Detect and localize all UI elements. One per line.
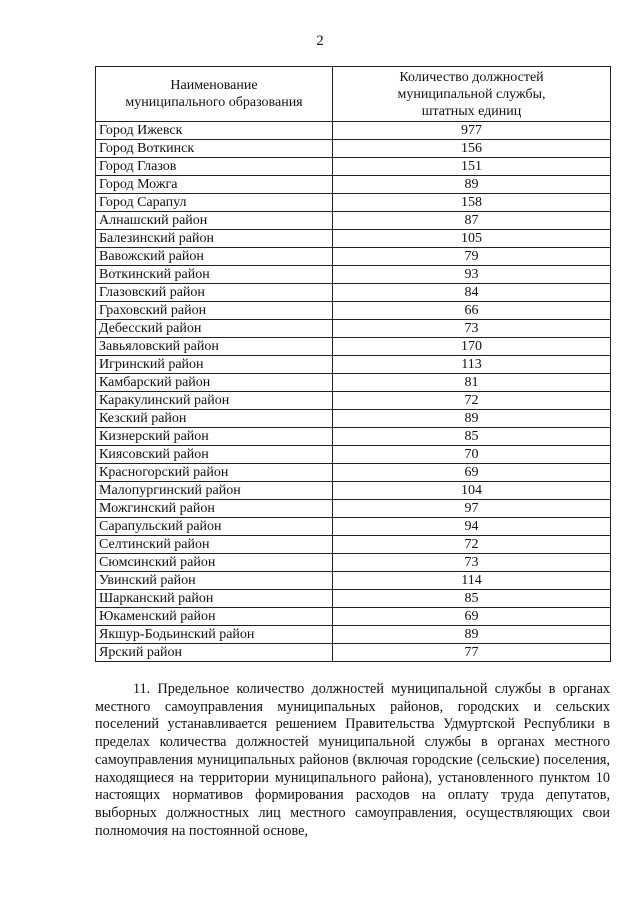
municipality-name: Граховский район [96, 302, 333, 320]
table-row [96, 482, 611, 500]
table-row [96, 572, 611, 590]
municipality-name: Дебесский район [96, 320, 333, 338]
table-row [96, 518, 611, 536]
municipality-name: Кезский район [96, 410, 333, 428]
municipality-name: Город Воткинск [96, 140, 333, 158]
positions-count: 158 [333, 194, 611, 212]
municipality-name: Завьяловский район [96, 338, 333, 356]
municipality-name: Шарканский район [96, 590, 333, 608]
municipality-name: Каракулинский район [96, 392, 333, 410]
positions-count: 77 [333, 644, 611, 662]
positions-count: 85 [333, 590, 611, 608]
positions-count: 87 [333, 212, 611, 230]
positions-count: 84 [333, 284, 611, 302]
table-row [96, 644, 611, 662]
page-number: 2 [316, 33, 324, 49]
positions-count: 72 [333, 536, 611, 554]
positions-count: 105 [333, 230, 611, 248]
table-row [96, 158, 611, 176]
positions-count: 113 [333, 356, 611, 374]
table-row [96, 374, 611, 392]
municipality-name: Балезинский район [96, 230, 333, 248]
positions-count: 93 [333, 266, 611, 284]
municipality-name: Алнашский район [96, 212, 333, 230]
municipality-name: Малопургинский район [96, 482, 333, 500]
table-row [96, 428, 611, 446]
positions-count: 94 [333, 518, 611, 536]
table-body [96, 122, 611, 662]
table-row [96, 140, 611, 158]
positions-count: 170 [333, 338, 611, 356]
positions-count: 81 [333, 374, 611, 392]
header-municipality-line2: муниципального образования [125, 95, 303, 110]
table-row [96, 446, 611, 464]
municipality-name: Киясовский район [96, 446, 333, 464]
positions-count: 70 [333, 446, 611, 464]
municipality-name: Город Можга [96, 176, 333, 194]
municipality-name: Ярский район [96, 644, 333, 662]
table-row [96, 392, 611, 410]
header-positions-count [333, 67, 611, 122]
positions-count: 89 [333, 626, 611, 644]
municipality-name: Красногорский район [96, 464, 333, 482]
table-row [96, 500, 611, 518]
positions-count: 156 [333, 140, 611, 158]
table-row [96, 122, 611, 140]
table-row [96, 356, 611, 374]
paragraph-11 [95, 681, 610, 840]
table-row [96, 338, 611, 356]
positions-count: 97 [333, 500, 611, 518]
municipality-name: Глазовский район [96, 284, 333, 302]
municipality-name: Город Глазов [96, 158, 333, 176]
municipality-name: Воткинский район [96, 266, 333, 284]
header-municipality-line1: Наименование [170, 78, 258, 93]
municipality-name: Камбарский район [96, 374, 333, 392]
municipality-name: Увинский район [96, 572, 333, 590]
table-row [96, 608, 611, 626]
positions-count: 89 [333, 176, 611, 194]
header-count-line1: Количество должностей [399, 69, 544, 85]
table-row [96, 212, 611, 230]
table-row [96, 410, 611, 428]
municipality-name: Город Сарапул [96, 194, 333, 212]
positions-count: 104 [333, 482, 611, 500]
positions-count: 85 [333, 428, 611, 446]
municipality-name: Город Ижевск [96, 122, 333, 140]
municipality-name: Сарапульский район [96, 518, 333, 536]
municipality-name: Можгинский район [96, 500, 333, 518]
table-row [96, 626, 611, 644]
table-row [96, 590, 611, 608]
table-header-row [96, 67, 611, 122]
positions-count: 977 [333, 122, 611, 140]
table-row [96, 320, 611, 338]
positions-count: 69 [333, 608, 611, 626]
table-row [96, 248, 611, 266]
positions-count: 66 [333, 302, 611, 320]
positions-count: 114 [333, 572, 611, 590]
municipal-positions-table [95, 66, 611, 662]
table-row [96, 194, 611, 212]
paragraph-text: 11. Предельное количество должностей муниципальной службы в органах местного самоуправления муниципальных районов, городских и сельских поселений устанавливается решением Правительства Удмуртской Республики в пределах количества должностей муниципальной службы в органах местного самоуправления муниципальных районов (включая городские (сельские) поселения, находящиеся на территории муниципального района), установленного пунктом 10 настоящих нормативов формирования расходов на оплату труда депутатов, выборных должностных лиц местного самоуправления, осуществляющих свои полномочия на постоянной основе, [95, 681, 610, 839]
municipality-name: Юкаменский район [96, 608, 333, 626]
table-row [96, 554, 611, 572]
table-row [96, 176, 611, 194]
table-row [96, 536, 611, 554]
header-municipality [96, 67, 333, 122]
positions-count: 73 [333, 320, 611, 338]
positions-count: 79 [333, 248, 611, 266]
positions-count: 72 [333, 392, 611, 410]
table-row [96, 464, 611, 482]
table-row [96, 302, 611, 320]
municipality-name: Игринский район [96, 356, 333, 374]
table-row [96, 230, 611, 248]
positions-count: 151 [333, 158, 611, 176]
positions-count: 73 [333, 554, 611, 572]
header-count-line3: штатных единиц [421, 103, 522, 119]
municipality-name: Вавожский район [96, 248, 333, 266]
municipality-name: Селтинский район [96, 536, 333, 554]
table-row [96, 284, 611, 302]
table-row [96, 266, 611, 284]
municipality-name: Сюмсинский район [96, 554, 333, 572]
municipality-name: Кизнерский район [96, 428, 333, 446]
positions-count: 89 [333, 410, 611, 428]
header-count-line2: муниципальной службы, [397, 86, 546, 102]
municipality-name: Якшур-Бодьинский район [96, 626, 333, 644]
positions-count: 69 [333, 464, 611, 482]
